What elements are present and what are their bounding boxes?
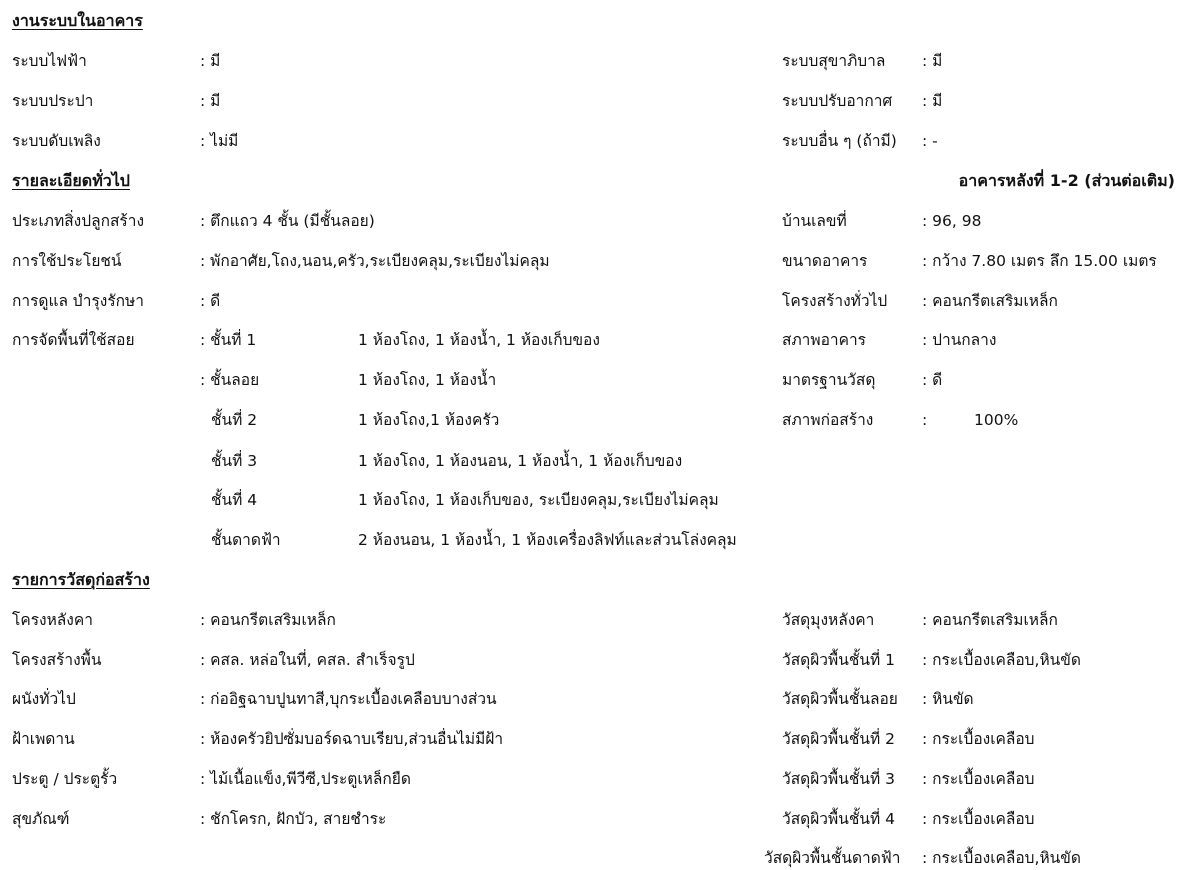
materials-right-value-5: : กระเบื้องเคลือบ	[922, 810, 1035, 828]
general-right-label-1: ขนาดอาคาร	[782, 252, 868, 270]
general-right-value-0: : 96, 98	[922, 212, 982, 230]
materials-heading: รายการวัสดุก่อสร้าง	[12, 570, 150, 589]
general-left-label-0: ประเภทสิ่งปลูกสร้าง	[12, 212, 145, 230]
general-right-value-5: :	[922, 411, 928, 429]
floor-name-3: ชั้นที่ 3	[211, 452, 258, 470]
floor-rooms-1: 1 ห้องโถง, 1 ห้องน้ำ	[358, 371, 497, 389]
materials-left-value-3: : ห้องครัวยิปซั่มบอร์ดฉาบเรียบ,ส่วนอื่นไม่มีฝ้า	[200, 730, 504, 748]
general-left-label-2: การดูแล บำรุงรักษา	[12, 292, 144, 310]
materials-left-label-4: ประตู / ประตูรั้ว	[12, 770, 118, 788]
materials-right-label-6: วัสดุผิวพื้นชั้นดาดฟ้า	[764, 849, 901, 867]
construction-percent: 100%	[974, 411, 1019, 429]
general-left-value-0: : ตึกแถว 4 ชั้น (มีชั้นลอย)	[200, 212, 375, 230]
materials-right-label-0: วัสดุมุงหลังคา	[782, 611, 875, 629]
floor-name-4: ชั้นที่ 4	[211, 491, 258, 509]
floor-rooms-4: 1 ห้องโถง, 1 ห้องเก็บของ, ระเบียงคลุม,ระเบียงไม่คลุม	[358, 491, 719, 509]
materials-left-label-0: โครงหลังคา	[12, 611, 93, 629]
general-right-value-4: : ดี	[922, 371, 943, 389]
materials-left-label-1: โครงสร้างพื้น	[12, 651, 102, 669]
floor-name-0: : ชั้นที่ 1	[200, 331, 257, 349]
general-right-label-0: บ้านเลขที่	[782, 212, 847, 230]
materials-right-label-2: วัสดุผิวพื้นชั้นลอย	[782, 690, 898, 708]
systems-left-value-0: : มี	[200, 52, 221, 70]
materials-right-value-1: : กระเบื้องเคลือบ,หินขัด	[922, 651, 1081, 669]
systems-right-value-1: : มี	[922, 92, 943, 110]
space-label: การจัดพื้นที่ใช้สอย	[12, 331, 135, 349]
floor-rooms-3: 1 ห้องโถง, 1 ห้องนอน, 1 ห้องน้ำ, 1 ห้องเก็บของ	[358, 452, 683, 470]
general-right-label-3: สภาพอาคาร	[782, 331, 867, 349]
materials-left-value-1: : คสล. หล่อในที่, คสล. สำเร็จรูป	[200, 651, 415, 669]
materials-left-label-5: สุขภัณฑ์	[12, 810, 70, 828]
systems-left-value-2: : ไม่มี	[200, 132, 239, 150]
general-left-value-2: : ดี	[200, 292, 221, 310]
floor-rooms-0: 1 ห้องโถง, 1 ห้องน้ำ, 1 ห้องเก็บของ	[358, 331, 600, 349]
systems-right-label-0: ระบบสุขาภิบาล	[782, 52, 886, 70]
materials-right-value-3: : กระเบื้องเคลือบ	[922, 730, 1035, 748]
floor-name-1: : ชั้นลอย	[200, 371, 260, 389]
materials-right-label-5: วัสดุผิวพื้นชั้นที่ 4	[782, 810, 895, 828]
systems-right-value-2: : -	[922, 132, 938, 150]
materials-left-value-5: : ชักโครก, ฝักบัว, สายชำระ	[200, 810, 387, 828]
materials-left-value-4: : ไม้เนื้อแข็ง,พีวีซี,ประตูเหล็กยืด	[200, 770, 411, 788]
systems-heading: งานระบบในอาคาร	[12, 11, 143, 30]
general-right-value-3: : ปานกลาง	[922, 331, 997, 349]
floor-rooms-5: 2 ห้องนอน, 1 ห้องน้ำ, 1 ห้องเครื่องลิฟท์และส่วนโล่งคลุม	[358, 531, 737, 549]
systems-right-label-2: ระบบอื่น ๆ (ถ้ามี)	[782, 132, 897, 150]
materials-right-value-2: : หินขัด	[922, 690, 974, 708]
systems-right-label-1: ระบบปรับอากาศ	[782, 92, 893, 110]
materials-right-value-0: : คอนกรีตเสริมเหล็ก	[922, 611, 1058, 629]
systems-left-label-1: ระบบประปา	[12, 92, 94, 110]
general-right-label-4: มาตรฐานวัสดุ	[782, 371, 876, 389]
materials-right-label-1: วัสดุผิวพื้นชั้นที่ 1	[782, 651, 895, 669]
general-heading: รายละเอียดทั่วไป	[12, 171, 130, 190]
materials-right-value-6: : กระเบื้องเคลือบ,หินขัด	[922, 849, 1081, 867]
systems-left-label-2: ระบบดับเพลิง	[12, 132, 101, 150]
floor-name-5: ชั้นดาดฟ้า	[211, 531, 281, 549]
systems-left-value-1: : มี	[200, 92, 221, 110]
general-left-value-1: : พักอาศัย,โถง,นอน,ครัว,ระเบียงคลุม,ระเบียงไม่คลุม	[200, 252, 550, 270]
materials-right-label-3: วัสดุผิวพื้นชั้นที่ 2	[782, 730, 895, 748]
materials-left-value-2: : ก่ออิฐฉาบปูนทาสี,บุกระเบื้องเคลือบบางส่วน	[200, 690, 497, 708]
systems-right-value-0: : มี	[922, 52, 943, 70]
materials-left-label-3: ฝ้าเพดาน	[12, 730, 75, 748]
materials-left-label-2: ผนังทั่วไป	[12, 690, 76, 708]
general-left-label-1: การใช้ประโยชน์	[12, 252, 122, 270]
floor-rooms-2: 1 ห้องโถง,1 ห้องครัว	[358, 411, 500, 429]
materials-right-label-4: วัสดุผิวพื้นชั้นที่ 3	[782, 770, 895, 788]
materials-left-value-0: : คอนกรีตเสริมเหล็ก	[200, 611, 336, 629]
general-right-label-2: โครงสร้างทั่วไป	[782, 292, 888, 310]
materials-right-value-4: : กระเบื้องเคลือบ	[922, 770, 1035, 788]
general-right-value-2: : คอนกรีตเสริมเหล็ก	[922, 292, 1058, 310]
general-right-value-1: : กว้าง 7.80 เมตร ลึก 15.00 เมตร	[922, 252, 1157, 270]
general-right-label-5: สภาพก่อสร้าง	[782, 411, 874, 429]
systems-left-label-0: ระบบไฟฟ้า	[12, 52, 87, 70]
floor-name-2: ชั้นที่ 2	[211, 411, 258, 429]
building-title: อาคารหลังที่ 1-2 (ส่วนต่อเติม)	[958, 171, 1175, 190]
